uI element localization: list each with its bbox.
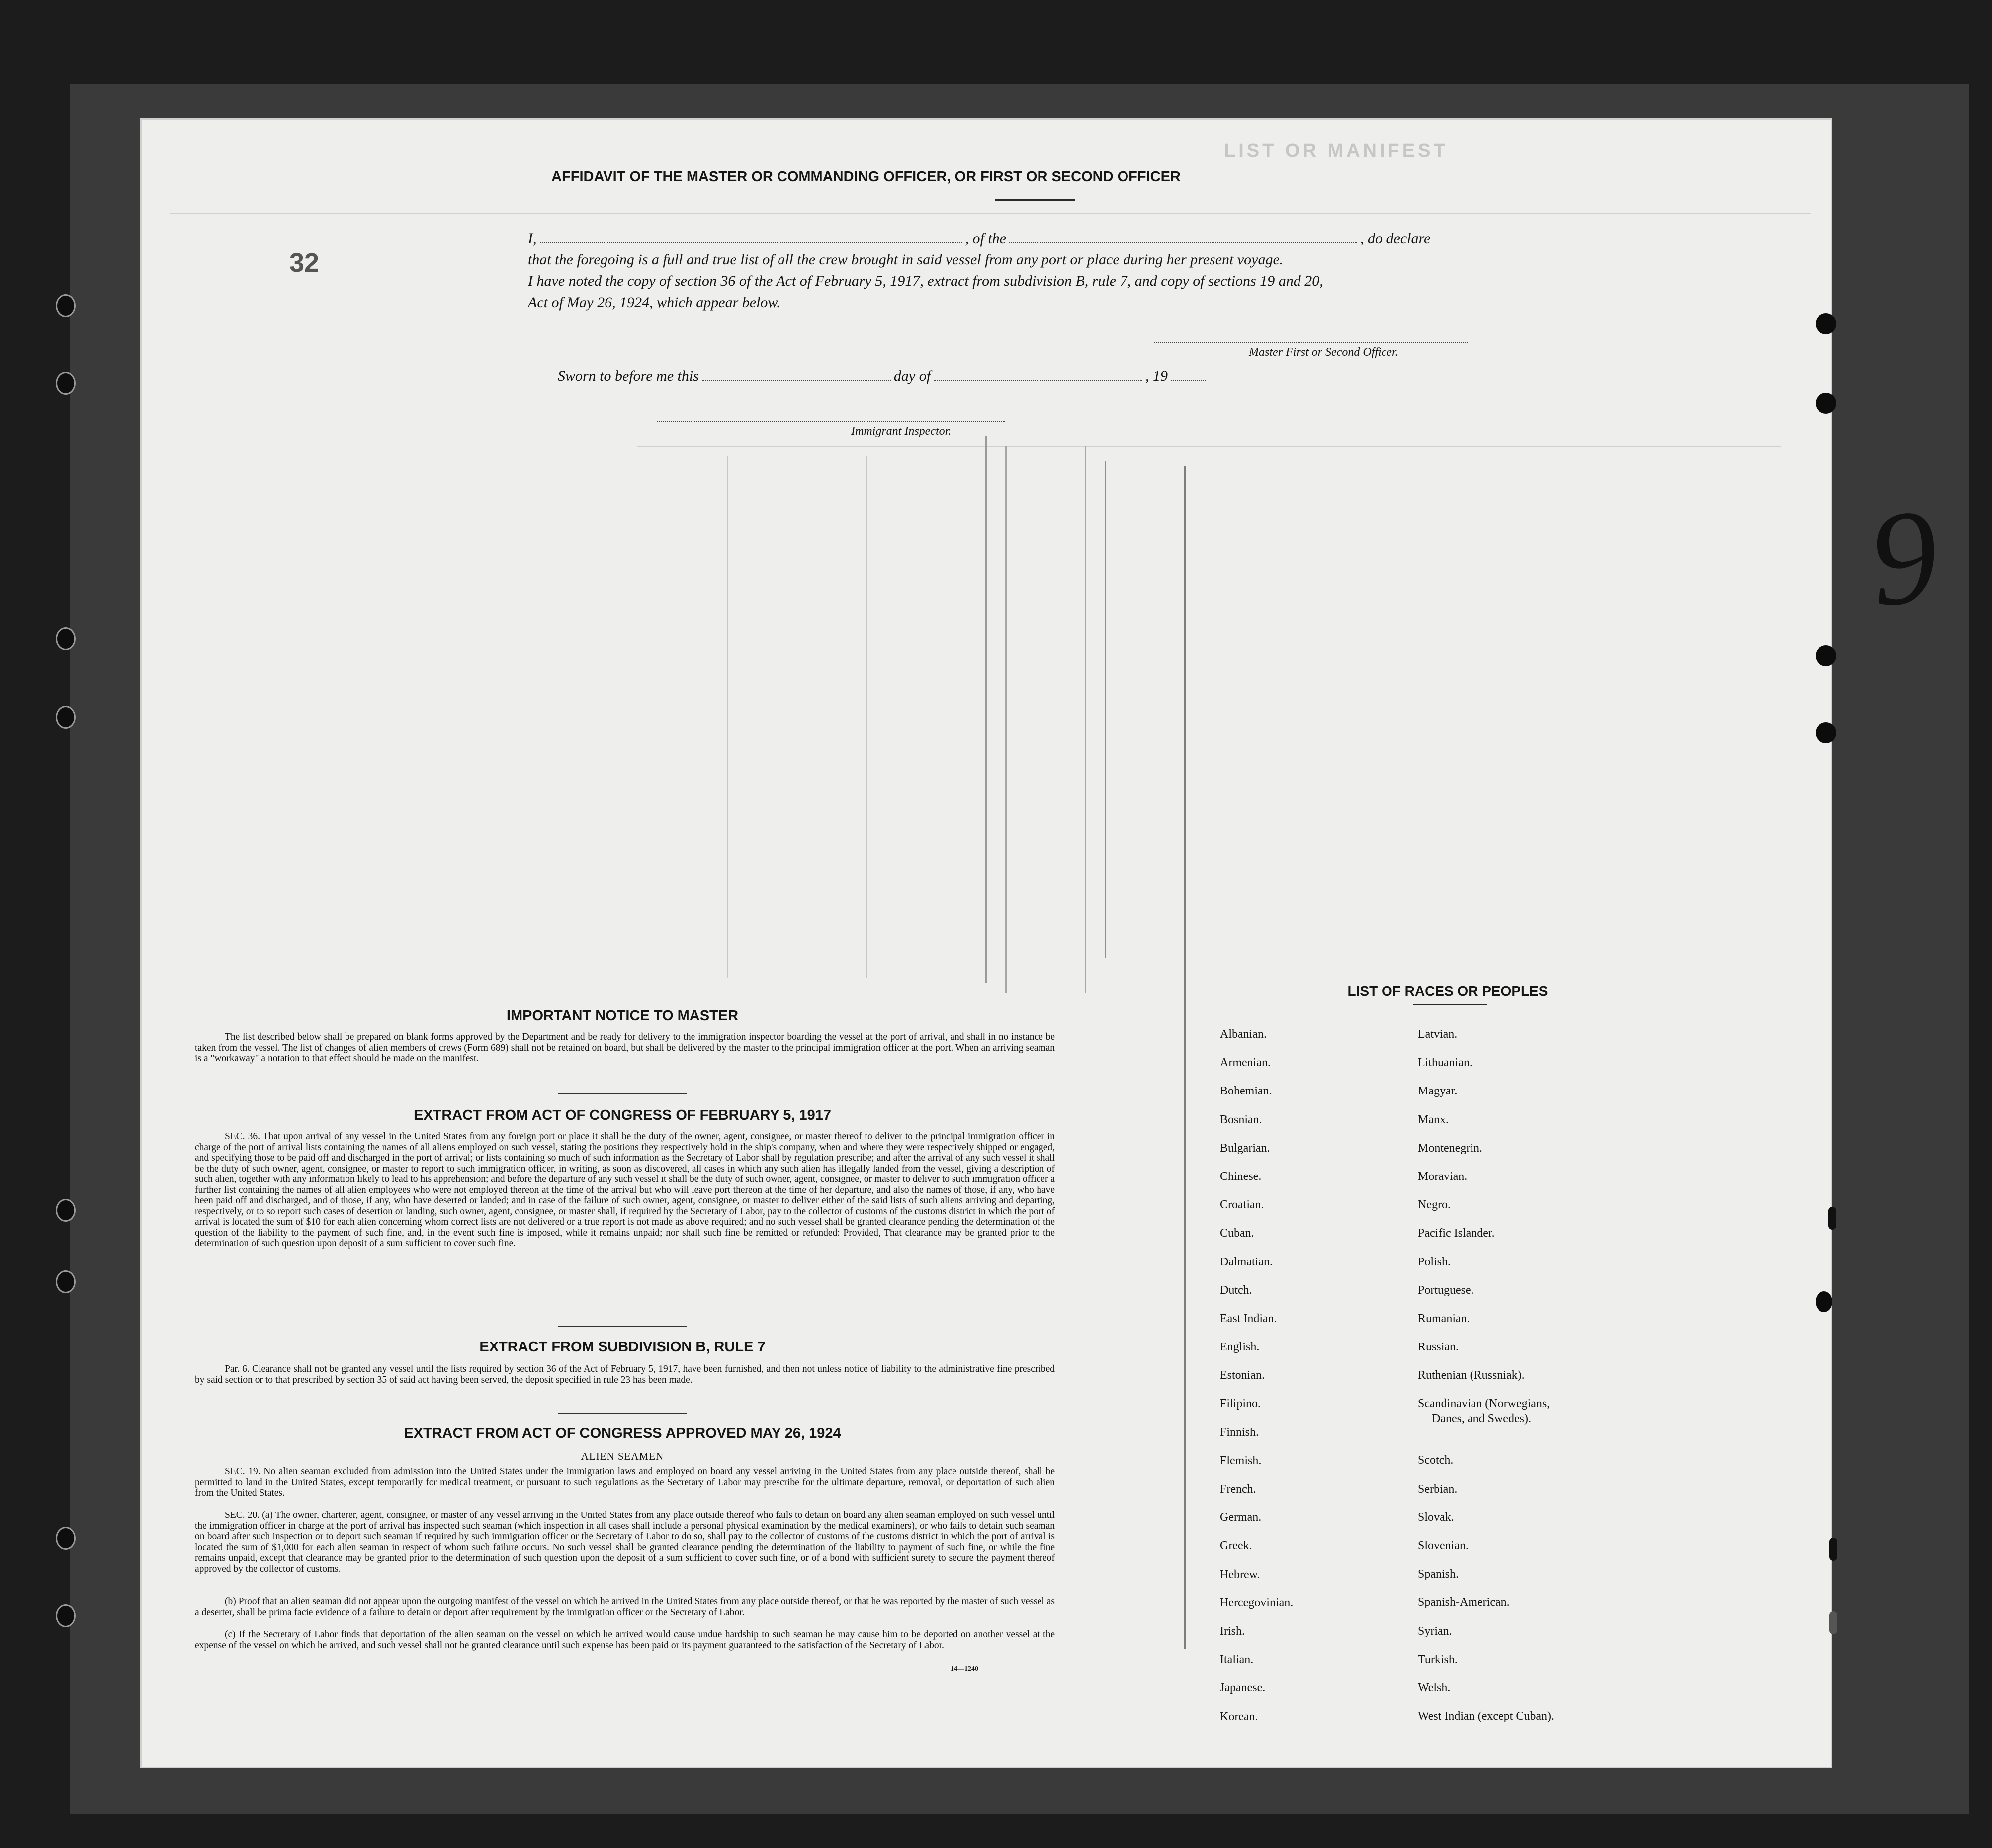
important-notice-title: IMPORTANT NOTICE TO MASTER	[506, 1008, 739, 1024]
race-item: Latvian.	[1418, 1028, 1458, 1041]
races-list-left	[1220, 1028, 1293, 1739]
sworn-line: Sworn to before me this day of , 19	[558, 365, 1254, 387]
binder-hole	[1816, 313, 1836, 334]
bleed-through-column-line	[1105, 461, 1106, 958]
binder-hole	[1816, 393, 1836, 414]
race-item: Polish.	[1418, 1255, 1451, 1268]
binder-hole	[1816, 1291, 1832, 1312]
title-underline	[995, 199, 1075, 201]
binder-hole	[1816, 645, 1836, 666]
race-item: German.	[1220, 1511, 1262, 1524]
inspector-signature-line	[657, 421, 1005, 422]
affidavit-line-3: I have noted the copy of section 36 of the Act of February 5, 1917, extract from subdivision B, rule 7, and copy of sections 19 and 20,	[528, 273, 1323, 289]
race-item: Serbian.	[1418, 1482, 1458, 1496]
important-notice-text: The list described below shall be prepared on blank forms approved by the Department and be ready for delivery to the immigration inspector boarding the vessel at the port of arrival, and shall in no instance be taken from the vessel. The list of changes of alien members of crews (Form 689) shall not be retained on board, but shall be delivered by the master to the principal immigration officer at the port. When an arriving seaman is a "workaway" a notation to that effect should be made on the manifest.	[195, 1032, 1055, 1064]
race-item: Portuguese.	[1418, 1283, 1474, 1297]
race-item: Magyar.	[1418, 1085, 1458, 1098]
sworn-year-blank	[1171, 369, 1206, 381]
race-item: English.	[1220, 1341, 1260, 1354]
race-item: Croatian.	[1220, 1198, 1264, 1212]
affidavit-line-1: I, , of the , do declare	[528, 230, 1431, 247]
corner-number: 32	[289, 248, 320, 278]
races-list-right	[1418, 1028, 1554, 1738]
affidavit-body	[528, 228, 1482, 313]
inspector-signature-label: Immigrant Inspector.	[851, 425, 952, 438]
race-item: Turkish.	[1418, 1653, 1458, 1666]
may-1924-title: EXTRACT FROM ACT OF CONGRESS APPROVED MAY 26, 1924	[404, 1426, 841, 1441]
race-item: Scotch.	[1418, 1454, 1454, 1467]
form-number: 14—1240	[951, 1665, 978, 1673]
race-item: Filipino.	[1220, 1397, 1261, 1411]
race-item: Montenegrin.	[1418, 1141, 1482, 1155]
binder-clip	[1829, 1538, 1837, 1561]
affidavit-line-4: Act of May 26, 1924, which appear below.	[528, 294, 780, 311]
alien-seamen-heading: ALIEN SEAMEN	[581, 1450, 664, 1462]
bleed-through-column-line	[1005, 446, 1007, 993]
race-item: Negro.	[1418, 1198, 1451, 1212]
race-item: Moravian.	[1418, 1170, 1468, 1183]
race-item: Manx.	[1418, 1113, 1449, 1126]
section-20a-text: SEC. 20. (a) The owner, charterer, agent, consignee, or master of any vessel arriving in the United States from any place outside thereof who fails to detain on board any alien seaman employed on such vessel until the immigration officer in charge at the port of arrival has inspected such seaman (which inspection in all cases shall include a personal physical examination by the medical examiners), or who fails to detain such seaman on board after such inspection or to deport such seaman if required by such immigration officer or the Secretary of Labor to do so, shall pay to the collector of customs of the customs district in which the port of arrival is located the sum of $1,000 for each alien seaman in respect of whom such failure occurs. No such vessel shall be granted clearance pending the determination of the liability to payment of such fine, or while the fine remains unpaid, except that clearance may be granted prior to the determination of such question upon the deposit of a sum sufficient to cover such fine, or of a bond with sufficient surety to secure the payment thereof approved by the collector of customs.	[195, 1510, 1055, 1574]
bleed-through-column-line	[727, 456, 728, 978]
bleed-through-rule	[637, 446, 1781, 447]
section-19-text: SEC. 19. No alien seaman excluded from admission into the United States under the immigration laws and employed on board any vessel arriving in the United States from any place outside thereof, shall be permitted to land in the United States, except temporarily for medical treatment, or pursuant to such regulations as the Secretary of Labor may prescribe for the ultimate departure, removal, or deportation of such alien from the United States.	[195, 1466, 1055, 1498]
handwritten-page-number: 9	[1862, 480, 1945, 636]
section-divider	[558, 1326, 687, 1327]
race-item: Hercegovinian.	[1220, 1596, 1294, 1609]
binder-clip	[1829, 1611, 1837, 1634]
sworn-day-blank	[702, 369, 891, 381]
bleed-through-column-line	[1085, 446, 1086, 993]
section-36-text: SEC. 36. That upon arrival of any vessel in the United States from any foreign port or place it shall be the duty of the owner, agent, consignee, or master thereof to deliver to the principal immigration officer in charge of the port of arrival lists containing the names of all aliens employed on such vessel, stating the positions they respectively hold in the ship's company, when and where they were respectively shipped or engaged, and specifying those to be paid off and discharged in the port of arrival; or lists containing so much of such information as the Secretary of Labor shall by regulation prescribe; and after the arrival of any such vessel it shall be the duty of such owner, agent, consignee, or master to report to such immigration officer, in writing, as soon as discovered, all cases in which any such alien has illegally landed from the vessel, giving a description of such alien, together with any information likely to lead to his apprehension; and before the departure of any such vessel it shall be the duty of such owner, agent, consignee, or master to deliver to such immigration officer a further list containing the names of all alien employees who were not employed thereon at the time of the arrival but who will leave port thereon at the time of her departure, and also the names of those, if any, who have been paid off and discharged, and of those, if any, who have deserted or landed; and in case of the failure of such owner, agent, consignee, or master to deliver either of the said lists of such aliens arriving and departing, respectively, or to so report such cases of desertion or landing, such owner, agent, consignee, or master shall, if required by the Secretary of Labor, pay to the collector of customs of the customs district in which the port of arrival is located the sum of $10 for each alien concerning whom correct lists are not delivered or a true report is not made as above required; and no such vessel shall be granted clearance pending the determination of the question of the liability to the payment of such fine, and, in the event such fine is imposed, while it remains unpaid; nor shall such fine be remitted or refunded: Provided, That clearance may be granted prior to the determination of such question upon deposit of a sum sufficient to cover such fine.	[195, 1131, 1055, 1249]
race-item: Bohemian.	[1220, 1085, 1272, 1098]
binder-clip	[1828, 1207, 1836, 1230]
race-item: Scandinavian (Norwegians,	[1418, 1397, 1550, 1411]
race-item: East Indian.	[1220, 1312, 1277, 1325]
race-item: West Indian (except Cuban).	[1418, 1710, 1554, 1723]
race-item: Irish.	[1220, 1624, 1245, 1638]
feb-1917-title: EXTRACT FROM ACT OF CONGRESS OF FEBRUARY 5, 1917	[413, 1107, 832, 1123]
section-20c-text: (c) If the Secretary of Labor finds that deportation of the alien seaman on the vessel on which he arrived would cause undue hardship to such seaman he may cause him to be deported on another vessel at the expense of the vessel on which he arrived, and such vessel shall not be granted clearance until such expense has been paid or its payment guaranteed to the satisfaction of the Secretary of Labor.	[195, 1629, 1055, 1651]
rule-7-text: Par. 6. Clearance shall not be granted any vessel until the lists required by section 36 of the Act of February 5, 1917, have been furnished, and then not unless notice of liability to the administrative fine prescribed by said section or to that prescribed by section 35 of said act having been served, the deposit specified in rule 23 has been made.	[195, 1364, 1055, 1385]
vessel-blank	[1009, 231, 1357, 243]
binder-hole	[56, 1199, 76, 1222]
race-item: Finnish.	[1220, 1426, 1259, 1439]
race-item: Korean.	[1220, 1710, 1258, 1723]
race-item: Dutch.	[1220, 1283, 1252, 1297]
bleed-through-column-line	[866, 456, 867, 978]
race-item: Spanish.	[1418, 1568, 1459, 1581]
section-20b-text: (b) Proof that an alien seaman did not appear upon the outgoing manifest of the vessel on which he arrived in the United States from any place outside thereof, or that he was reported by the master of such vessel as a deserter, shall be prima facie evidence of a failure to detain or deport after requirement by the immigration officer or the Secretary of Labor.	[195, 1596, 1055, 1618]
bleed-through-column-line	[1184, 466, 1186, 1649]
race-item: Rumanian.	[1418, 1312, 1470, 1325]
race-item: Albanian.	[1220, 1028, 1267, 1041]
race-item: Welsh.	[1418, 1681, 1451, 1694]
race-item: French.	[1220, 1483, 1256, 1496]
race-item: Estonian.	[1220, 1369, 1265, 1382]
binder-hole	[56, 372, 76, 395]
race-item: Slovak.	[1418, 1511, 1454, 1524]
race-item: Danes, and Swedes).	[1432, 1412, 1531, 1426]
name-blank	[540, 231, 962, 243]
race-item: Greek.	[1220, 1539, 1252, 1553]
race-item: Dalmatian.	[1220, 1255, 1273, 1268]
race-item: Spanish-American.	[1418, 1596, 1510, 1609]
rule-7-title: EXTRACT FROM SUBDIVISION B, RULE 7	[479, 1339, 766, 1355]
race-item: Ruthenian (Russniak).	[1418, 1369, 1525, 1382]
race-item: Armenian.	[1220, 1056, 1271, 1070]
race-item: Lithuanian.	[1418, 1056, 1472, 1070]
binder-hole	[1816, 722, 1836, 743]
master-signature-label: Master First or Second Officer.	[1249, 346, 1398, 359]
race-item: Slovenian.	[1418, 1539, 1469, 1552]
binder-hole	[56, 1270, 76, 1293]
sworn-month-blank	[934, 369, 1142, 381]
race-item: Russian.	[1418, 1341, 1459, 1354]
bleed-through-column-line	[985, 436, 987, 983]
binder-hole	[56, 706, 76, 729]
bleed-through-title: LIST OR MANIFEST	[1224, 140, 1448, 161]
race-item: Pacific Islander.	[1418, 1227, 1495, 1240]
races-title: LIST OF RACES OR PEOPLES	[1347, 983, 1548, 999]
binder-hole	[56, 627, 76, 650]
race-item: Cuban.	[1220, 1227, 1254, 1240]
section-divider	[558, 1413, 687, 1414]
race-item: Syrian.	[1418, 1624, 1452, 1638]
affidavit-line-2: that the foregoing is a full and true list of all the crew brought in said vessel from any port or place during her present voyage.	[528, 252, 1284, 268]
race-item: Bulgarian.	[1220, 1141, 1270, 1155]
binder-hole	[56, 294, 76, 317]
race-item: Flemish.	[1220, 1454, 1262, 1467]
bleed-through-rule	[170, 213, 1811, 214]
race-item: Hebrew.	[1220, 1568, 1260, 1581]
section-divider	[558, 1093, 687, 1094]
race-item: Japanese.	[1220, 1681, 1266, 1695]
document-page	[140, 118, 1945, 1768]
master-signature-line	[1154, 342, 1468, 343]
binder-hole	[56, 1604, 76, 1627]
affidavit-title: AFFIDAVIT OF THE MASTER OR COMMANDING OFFICER, OR FIRST OR SECOND OFFICER	[551, 169, 1181, 185]
race-item: Chinese.	[1220, 1170, 1262, 1183]
race-item: Italian.	[1220, 1653, 1254, 1667]
race-item: Bosnian.	[1220, 1113, 1262, 1126]
binder-hole	[56, 1527, 76, 1550]
races-title-underline	[1413, 1004, 1487, 1005]
